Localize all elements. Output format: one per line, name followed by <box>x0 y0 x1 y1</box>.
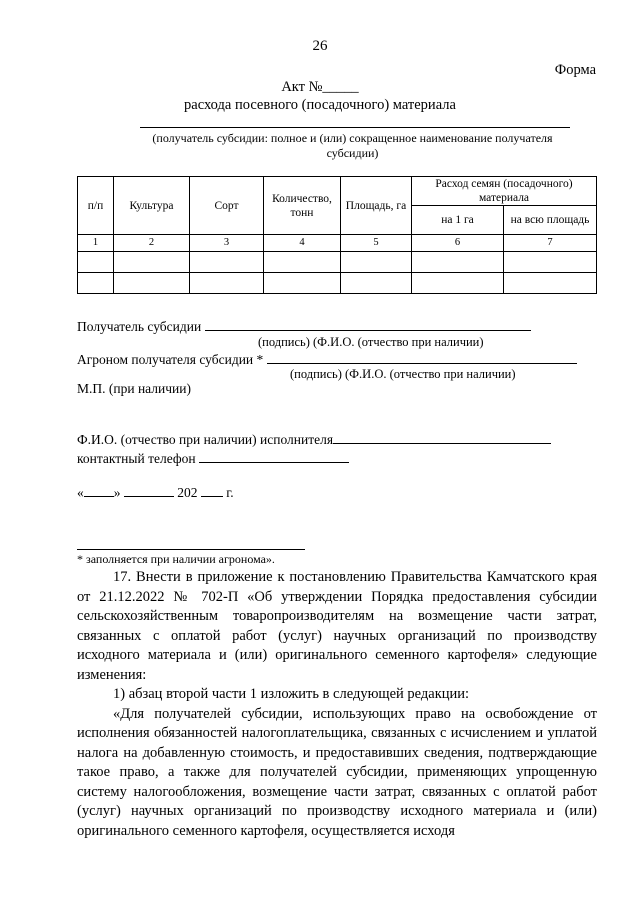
footnote-rule <box>77 549 305 550</box>
column-number: 1 <box>78 235 114 252</box>
recipient-signature-line <box>205 318 531 331</box>
table-row <box>78 273 597 294</box>
date-quote-close: » <box>113 485 121 500</box>
date-year: 202 <box>177 485 198 500</box>
page-number: 26 <box>312 38 328 54</box>
executor-line <box>333 431 551 444</box>
agronomist-signature-label: Агроном получателя субсидии * <box>77 352 264 367</box>
header-variety: Сорт <box>190 177 264 235</box>
header-consumption: Расход семян (посадочного) материала <box>412 177 597 206</box>
paragraph-17: 17. Внести в приложение к постановлению Правительства Камчатского края от 21.12.2022 № 702-П «Об утверждении Порядка предоставления субсидии сельскохозяйственным товаропроизводителям на возмещение части затрат, связанных с оплатой работ (услуг) научных организаций по производству исходного материала и (или) оригинального семенного картофеля» следующие изменения: <box>77 569 597 683</box>
recipient-name-line <box>140 127 570 128</box>
paragraph-quote: «Для получателей субсидии, использующих право на освобождение от исполнения обязанностей налогоплательщика, связанных с исчислением и уплатой налога на добавленную стоимость, и предоставивших сведения, подтверждающие такое право, а также для получателей субсидии, применяющих упрощенную систему налогообложения, возмещение части затрат, связанных с оплатой работ (услуг) научных организаций по производству исходного материала и (или) оригинального семенного картофеля, осуществляется исходя <box>77 705 597 839</box>
header-per-ha: на 1 га <box>412 206 504 235</box>
column-number: 2 <box>114 235 190 252</box>
act-subtitle: расхода посевного (посадочного) материала <box>184 97 456 113</box>
recipient-caption: (получатель субсидии: полное и (или) сокращенное наименование получателя субсидии) <box>152 131 553 160</box>
date-suffix: г. <box>226 485 234 500</box>
date-quote-open: « <box>77 485 84 500</box>
phone-label: контактный телефон <box>77 451 196 466</box>
column-number: 4 <box>264 235 341 252</box>
date-day-line <box>84 484 114 497</box>
header-area: Площадь, га <box>341 177 412 235</box>
column-number: 5 <box>341 235 412 252</box>
date-row <box>77 484 234 501</box>
header-num: п/п <box>78 177 114 235</box>
table-row <box>78 252 597 273</box>
body-text <box>77 568 597 841</box>
agronomist-signature-row <box>77 351 577 368</box>
agronomist-signature-caption: (подпись) (Ф.И.О. (отчество при наличии) <box>290 367 516 381</box>
phone-row <box>77 450 349 467</box>
seal-label: М.П. (при наличии) <box>77 381 191 396</box>
recipient-signature-label: Получатель субсидии <box>77 319 202 334</box>
column-number: 7 <box>504 235 597 252</box>
recipient-signature-caption: (подпись) (Ф.И.О. (отчество при наличии) <box>258 335 484 349</box>
header-quantity: Количество, тонн <box>264 177 341 235</box>
phone-line <box>199 450 349 463</box>
footnote: * заполняется при наличии агронома». <box>77 552 275 566</box>
date-month-line <box>124 484 174 497</box>
header-whole-area: на всю площадь <box>504 206 597 235</box>
date-year-line <box>201 484 223 497</box>
form-label: Форма <box>554 62 596 78</box>
executor-label: Ф.И.О. (отчество при наличии) исполнителя <box>77 432 334 447</box>
recipient-signature-row <box>77 318 531 335</box>
header-culture: Культура <box>114 177 190 235</box>
column-number: 3 <box>190 235 264 252</box>
act-title: Акт №_____ <box>281 79 359 95</box>
column-number: 6 <box>412 235 504 252</box>
agronomist-signature-line <box>267 351 577 364</box>
paragraph-item-1: 1) абзац второй части 1 изложить в следующей редакции: <box>113 686 470 702</box>
seed-consumption-table <box>77 176 597 294</box>
executor-row <box>77 431 551 448</box>
